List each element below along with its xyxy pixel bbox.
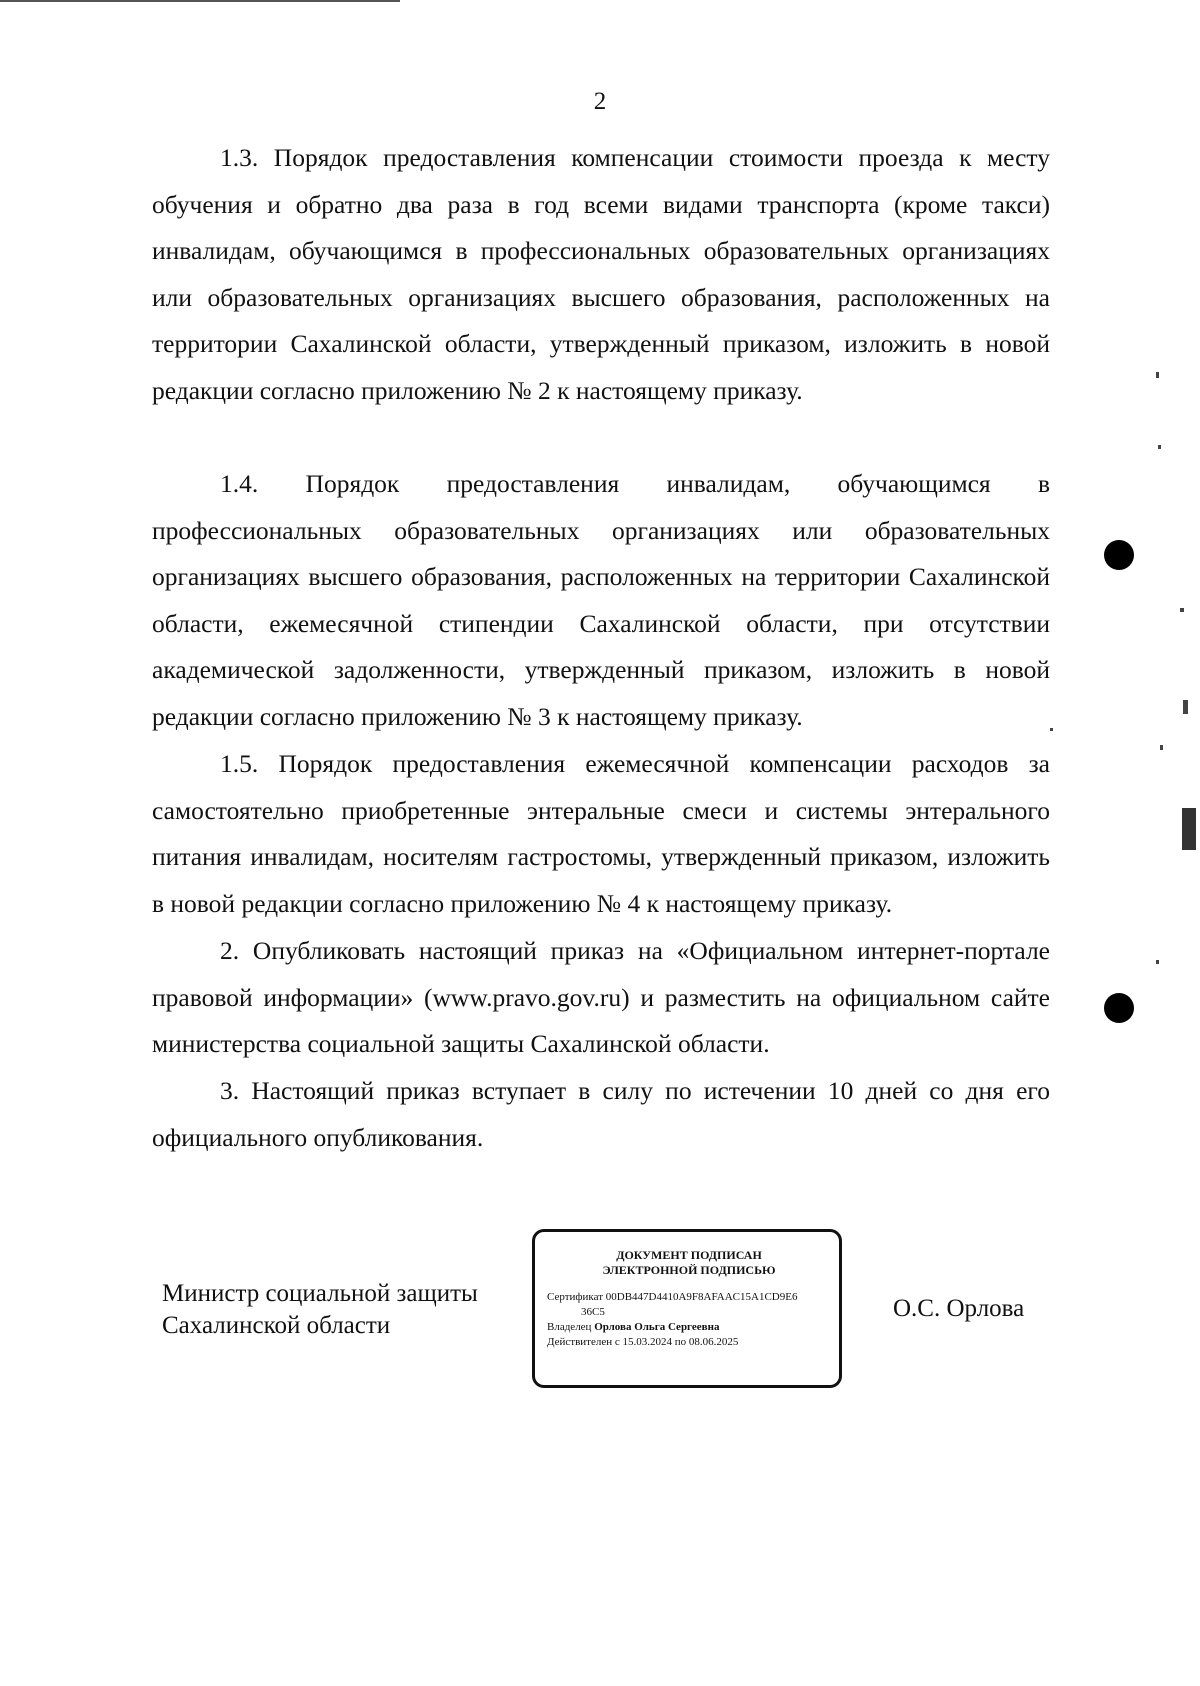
paragraph-1-4: 1.4. Порядок предоставления инвалидам, обучающимся в профессиональных образовательных организациях или образовательных организациях высшего образования, расположенных на территории Сахалинской области, ежемесячной стипендии Сахалинской области, при отсутствии академической задолженности, утвержденный приказом, изложить в новой редакции согласно приложению № 3 к настоящему приказу. xyxy=(152,469,1050,731)
stamp-certificate-cont: 36C5 xyxy=(581,1306,605,1318)
stamp-certificate-label: Сертификат xyxy=(547,1291,603,1303)
signer-position xyxy=(162,1278,542,1342)
scan-speck xyxy=(1160,745,1163,750)
paragraph-2: 2. Опубликовать настоящий приказ на «Официальном интернет-портале правовой информации» (www.pravo.gov.ru) и разместить на официальном сайте министерства социальной защиты Сахалинской области. xyxy=(152,936,1050,1058)
signer-name: О.С. Орлова xyxy=(893,1295,1025,1322)
scan-speck xyxy=(1158,445,1161,449)
signer-position-line1: Министр социальной защиты xyxy=(162,1280,478,1307)
punch-hole-mark xyxy=(1104,540,1134,570)
stamp-owner-label: Владелец xyxy=(547,1321,592,1333)
scan-speck xyxy=(1183,700,1188,714)
paragraph-1-3: 1.3. Порядок предоставления компенсации стоимости проезда к месту обучения и обратно два раза в год всеми видами транспорта (кроме такси) инвалидам, обучающимся в профессиональных образовательных организациях или образовательных организациях высшего образования, расположенных на территории Сахалинской области, утвержденный приказом, изложить в новой редакции согласно приложению № 2 к настоящему приказу. xyxy=(152,143,1050,405)
scan-speck xyxy=(1156,372,1159,378)
stamp-title-line1: ДОКУМЕНТ ПОДПИСАН xyxy=(616,1248,762,1262)
page-number: 2 xyxy=(593,88,607,115)
stamp-owner xyxy=(547,1320,831,1335)
paragraph-1-5: 1.5. Порядок предоставления ежемесячной компенсации расходов за самостоятельно приобретенные энтеральные смеси и системы энтерального питания инвалидам, носителям гастростомы, утвержденный приказом, изложить в новой редакции согласно приложению № 4 к настоящему приказу. xyxy=(152,749,1050,918)
paragraph-3: 3. Настоящий приказ вступает в силу по истечении 10 дней со дня его официального опубликования. xyxy=(152,1076,1050,1152)
scan-speck xyxy=(1182,808,1196,850)
stamp-certificate xyxy=(547,1290,831,1305)
punch-hole-mark xyxy=(1104,993,1134,1023)
electronic-signature-stamp xyxy=(532,1229,842,1388)
stamp-title xyxy=(547,1248,831,1278)
scan-edge-line xyxy=(0,0,400,2)
scan-speck xyxy=(1180,608,1184,612)
scan-speck xyxy=(1050,728,1053,731)
stamp-validity: Действителен с 15.03.2024 по 08.06.2025 xyxy=(547,1336,739,1348)
stamp-owner-value: Орлова Ольга Сергеевна xyxy=(594,1321,720,1333)
stamp-certificate-value: 00DB447D4410A9F8AFAAC15A1CD9E6 xyxy=(605,1291,798,1303)
signer-position-line2: Сахалинской области xyxy=(162,1312,391,1339)
scan-speck xyxy=(1156,960,1159,964)
stamp-title-line2: ЭЛЕКТРОННОЙ ПОДПИСЬЮ xyxy=(602,1263,776,1277)
